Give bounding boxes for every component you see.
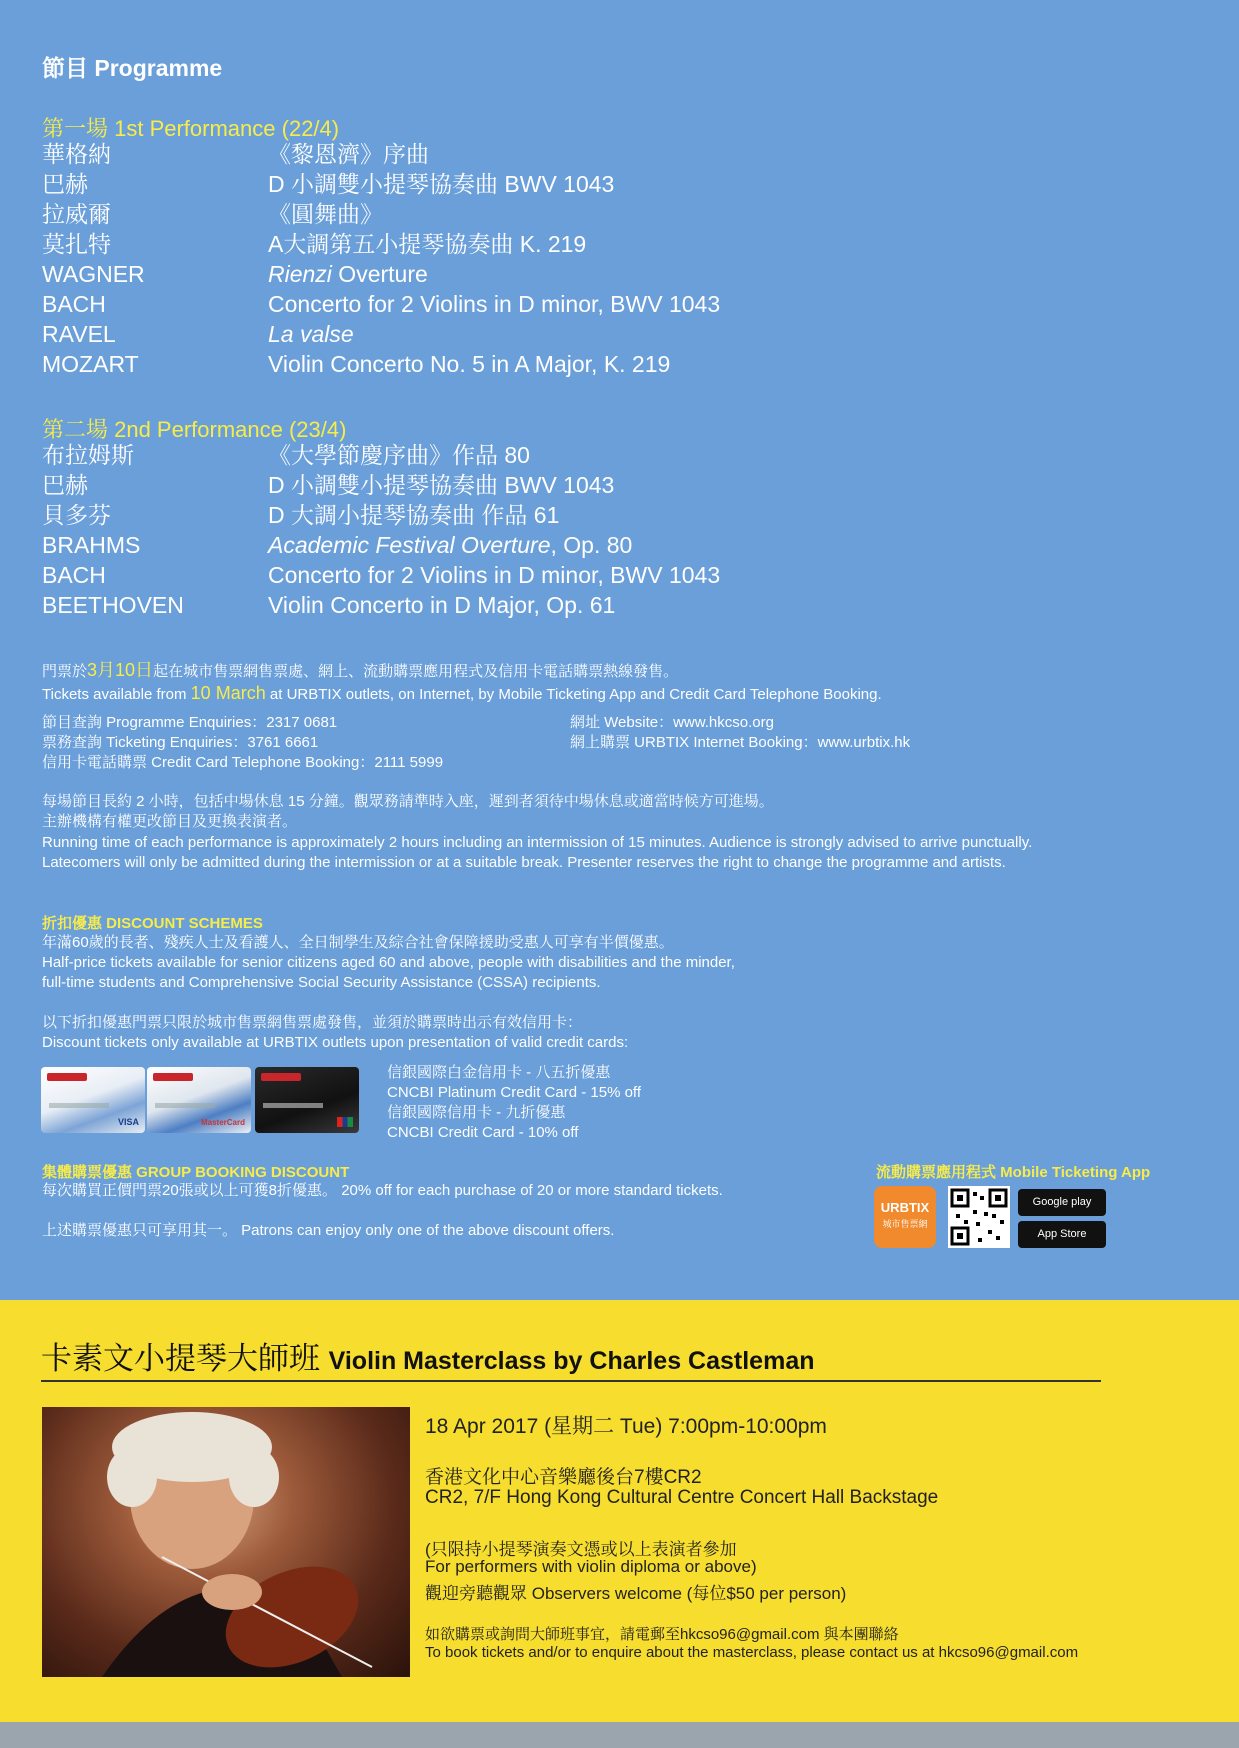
work-title: 《大學節慶序曲》作品 80 xyxy=(268,442,530,468)
composer-name: 貝多芬 xyxy=(42,502,111,528)
discount-en-2: full-time students and Comprehensive Social Security Assistance (CSSA) recipients. xyxy=(42,974,601,991)
unionpay-logo xyxy=(337,1117,353,1127)
masterclass-venue-en: CR2, 7/F Hong Kong Cultural Centre Concert Hall Backstage xyxy=(425,1487,939,1508)
credit-card-booking: 信用卡電話購票 Credit Card Telephone Booking：2111 5999 xyxy=(42,754,444,771)
work-title: Concerto for 2 Violins in D minor, BWV 1043 xyxy=(268,562,721,588)
masterclass-title: 卡素文小提琴大師班 Violin Masterclass by Charles Castleman xyxy=(41,1341,815,1376)
google-play-badge[interactable]: Google play xyxy=(1018,1189,1106,1216)
work-title: D 小調雙小提琴協奏曲 BWV 1043 xyxy=(268,472,615,498)
platinum-offer-zh: 信銀國際白金信用卡 - 八五折優惠 xyxy=(387,1064,611,1081)
notes-zh-1: 每場節目長約 2 小時，包括中場休息 15 分鐘。觀眾務請準時入座，遲到者須待中場休息或適當時候方可進場。 xyxy=(42,793,774,810)
contact-zh: 如欲購票或詢問大師班事宜，請電郵至hkcso96@gmail.com 與本團聯絡 xyxy=(425,1626,899,1643)
work-title: 《圓舞曲》 xyxy=(268,201,383,227)
ticket-date-en: 10 March xyxy=(190,683,266,703)
violinist-photo xyxy=(42,1407,410,1677)
visa-logo: VISA xyxy=(117,1117,139,1127)
work-title: 《黎恩濟》序曲 xyxy=(268,141,429,167)
composer-name: BACH xyxy=(42,562,106,588)
violinist-illustration xyxy=(42,1407,410,1677)
observers-note: 觀迎旁聽觀眾 Observers welcome (每位$50 per person) xyxy=(425,1584,847,1603)
composer-name: 拉威爾 xyxy=(42,201,111,227)
composer-name: RAVEL xyxy=(42,321,116,347)
cncbi-diamond-card-image xyxy=(255,1067,359,1133)
work-title-italic: Rienzi xyxy=(268,261,332,287)
composer-name: MOZART xyxy=(42,351,139,377)
work-title: Violin Concerto in D Major, Op. 61 xyxy=(268,592,616,618)
cncbi-platinum-mastercard-image xyxy=(147,1067,251,1133)
ticketing-enquiries: 票務查詢 Ticketing Enquiries：3761 6661 xyxy=(42,734,319,751)
work-title-rest: Overture xyxy=(331,261,428,287)
app-store-badge[interactable]: App Store xyxy=(1018,1221,1106,1248)
credit-offer-en: CNCBI Credit Card - 10% off xyxy=(387,1124,579,1141)
website-link[interactable]: 網址 Website：www.hkcso.org xyxy=(570,714,774,731)
group-heading: 集體購票優惠 GROUP BOOKING DISCOUNT xyxy=(42,1164,350,1181)
qr-code-icon[interactable] xyxy=(948,1186,1010,1248)
work-title-rest: , Op. 80 xyxy=(550,532,633,558)
discount-zh: 年滿60歲的長者、殘疾人士及看護人、全日制學生及綜合社會保障援助受惠人可享有半價優惠。 xyxy=(42,934,674,951)
eligibility-zh: (只限持小提琴演奏文憑或以上表演者參加 xyxy=(425,1540,737,1559)
programme-heading: 節目 Programme xyxy=(42,55,223,81)
notes-en-1: Running time of each performance is approximately 2 hours including an intermission of 15 minutes. Audience is strongly advised to arrive punctually. xyxy=(42,834,1033,851)
masterclass-divider xyxy=(41,1380,1101,1382)
urbtix-app-icon[interactable]: URBTIX 城市售票網 xyxy=(874,1186,936,1248)
work-title xyxy=(268,530,632,560)
discount-en-1: Half-price tickets available for senior citizens aged 60 and above, people with disabilities and the minder, xyxy=(42,954,735,971)
programme-enquiries: 節目查詢 Programme Enquiries：2317 0681 xyxy=(42,714,338,731)
composer-name: 巴赫 xyxy=(42,472,88,498)
masterclass-datetime: 18 Apr 2017 (星期二 Tue) 7:00pm-10:00pm xyxy=(425,1415,827,1438)
composer-name: BEETHOVEN xyxy=(42,592,184,618)
credit-offer-zh: 信銀國際信用卡 - 九折優惠 xyxy=(387,1104,566,1121)
ticket-date-zh: 3月10日 xyxy=(87,660,154,680)
work-title: Concerto for 2 Violins in D minor, BWV 1043 xyxy=(268,291,721,317)
masterclass-venue-zh: 香港文化中心音樂廳後台7樓CR2 xyxy=(425,1467,702,1488)
urbtix-link[interactable]: 網上購票 URBTIX Internet Booking：www.urbtix.hk xyxy=(570,734,911,751)
eligibility-en: For performers with violin diploma or above) xyxy=(425,1557,757,1576)
composer-name: 華格納 xyxy=(42,141,111,167)
perf2-heading: 第二場 2nd Performance (23/4) xyxy=(42,417,347,442)
composer-name: BRAHMS xyxy=(42,532,141,558)
composer-name: BACH xyxy=(42,291,106,317)
qr-code-graphic xyxy=(948,1186,1010,1248)
perf1-heading: 第一場 1st Performance (22/4) xyxy=(42,116,340,141)
work-title: D 小調雙小提琴協奏曲 BWV 1043 xyxy=(268,171,615,197)
notes-en-2: Latecomers will only be admitted during the intermission or at a suitable break. Presenter reserves the right to change the programme and artists. xyxy=(42,854,1006,871)
work-title-italic: La valse xyxy=(268,321,354,347)
work-title: Violin Concerto No. 5 in A Major, K. 219 xyxy=(268,351,671,377)
work-title xyxy=(268,319,354,349)
work-title-italic: Academic Festival Overture xyxy=(268,532,551,558)
work-title: D 大調小提琴協奏曲 作品 61 xyxy=(268,502,560,528)
card-discount-en: Discount tickets only available at URBTIX outlets upon presentation of valid credit cards: xyxy=(42,1034,629,1051)
group-note: 上述購票優惠只可享用其一。 Patrons can enjoy only one of the above discount offers. xyxy=(42,1222,615,1239)
discount-heading: 折扣優惠 DISCOUNT SCHEMES xyxy=(42,915,263,932)
tickets-zh: 門票於3月10日起在城市售票網售票處、網上、流動購票應用程式及信用卡電話購票熱線發售。 xyxy=(42,660,679,680)
platinum-offer-en: CNCBI Platinum Credit Card - 15% off xyxy=(387,1084,641,1101)
notes-zh-2: 主辦機構有權更改節目及更換表演者。 xyxy=(42,813,298,830)
group-text: 每次購買正價門票20張或以上可獲8折優惠。 20% off for each purchase of 20 or more standard tickets. xyxy=(42,1182,723,1199)
composer-name: 布拉姆斯 xyxy=(42,442,134,468)
card-discount-zh: 以下折扣優惠門票只限於城市售票網售票處發售，並須於購票時出示有效信用卡： xyxy=(42,1014,583,1031)
tickets-en: Tickets available from 10 March at URBTIX outlets, on Internet, by Mobile Ticketing App and Credit Card Telephone Booking. xyxy=(42,683,882,703)
composer-name: 莫扎特 xyxy=(42,231,111,257)
mobile-app-heading: 流動購票應用程式 Mobile Ticketing App xyxy=(876,1164,1151,1181)
page-edge xyxy=(0,1722,1239,1748)
composer-name: WAGNER xyxy=(42,261,145,287)
work-title xyxy=(268,259,428,289)
cncbi-platinum-card-image xyxy=(41,1067,145,1133)
work-title: A大調第五小提琴協奏曲 K. 219 xyxy=(268,231,587,257)
composer-name: 巴赫 xyxy=(42,171,88,197)
mastercard-logo: MasterCard xyxy=(200,1118,245,1127)
contact-en: To book tickets and/or to enquire about the masterclass, please contact us at hkcso96@gmail.com xyxy=(425,1644,1079,1661)
